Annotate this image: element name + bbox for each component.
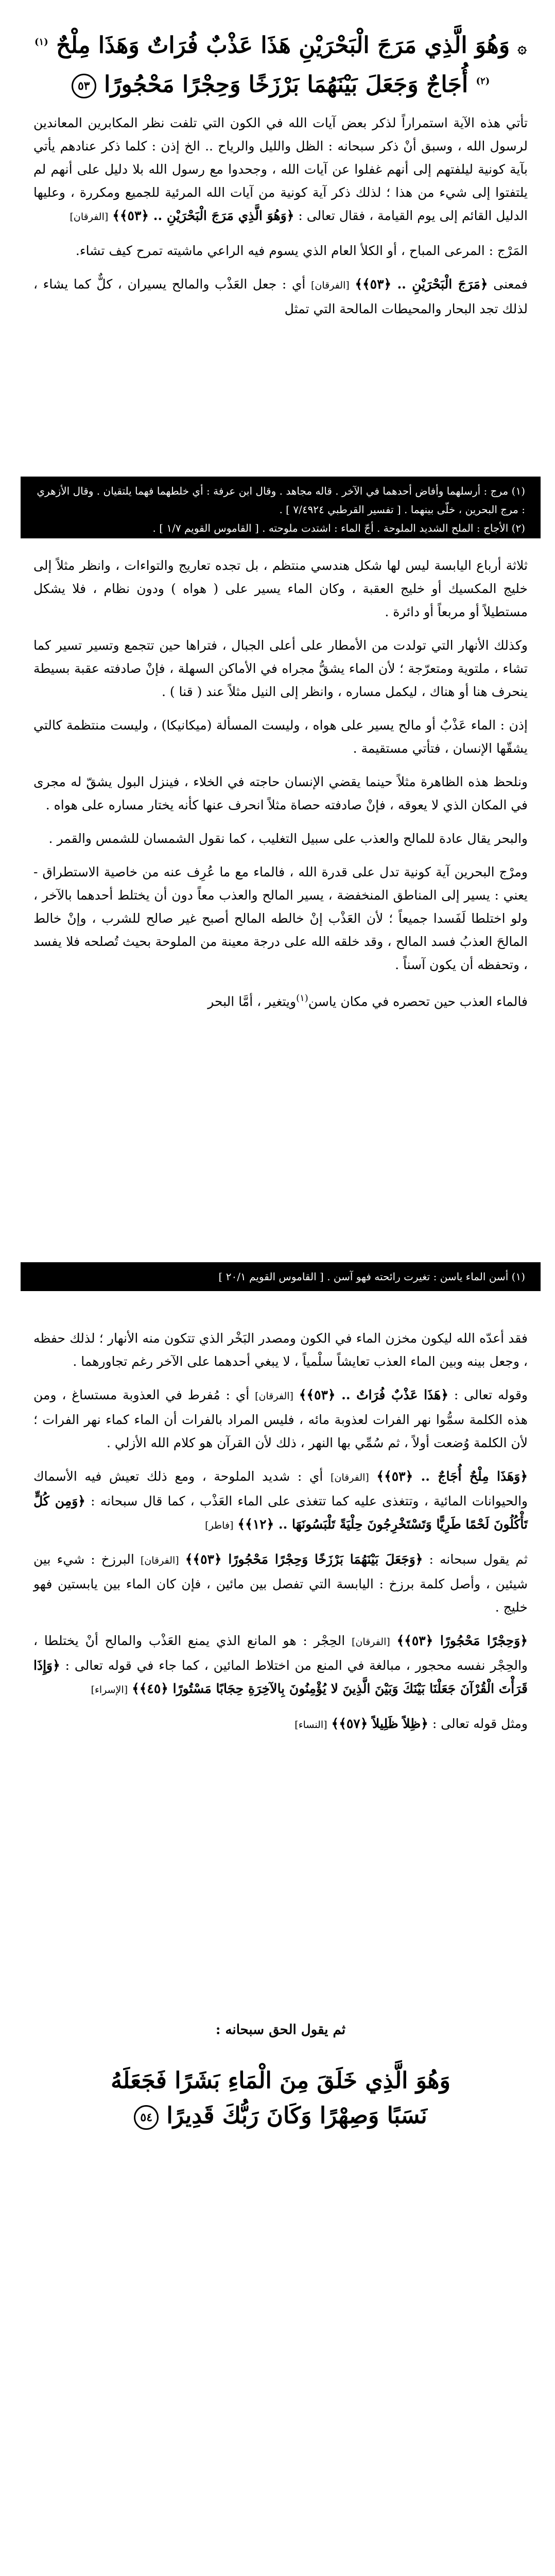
surah-ref: [الفرقان] bbox=[255, 1391, 293, 1402]
page-1 bbox=[21, 0, 541, 538]
quran-quote: ﴿وَهُوَ الَّذِي مَرَجَ الْبَحْرَيْنِ .. ﴿٥٣﴾﴾ bbox=[112, 208, 294, 224]
paragraph: فالماء العذب حين تحصره في مكان ياسن$^{(١)}$ويتغير ، أمَّا البحر bbox=[207, 993, 528, 1009]
paragraph: ومرْج البحرين آية كونية تدل على قدرة الله ، فالماء مع ما عُرِف عنه من خاصية الاستطراق - يعني : يسير إلى المناطق المنخفضة ، يسير المالح والعذب معاً دون أن يختلط أحدهما بالآخر ، ولو اختلطا لَفَسدا جميعاً ؛ لأن العَذْب إنْ خالطه المالح أصبح غير صالح للشرب ، وإنْ خالط المالحَ العذبُ فسد المالح ، وقد خلقه الله على درجة معينة من الملوحة بحيث تُصلحه فلا يفسد ، وتحفظه أن يكون آسناً . bbox=[33, 865, 528, 972]
surah-ref: [فاطر] bbox=[205, 1520, 234, 1531]
paragraph: تأتي هذه الآية استمراراً لذكر بعض آيات الله في الكون التي تلفت نظر المكابرين المعاندين لرسول الله ، وسبق أنْ ذكر سبحانه : الظل والليل والرياح .. الخ إذن : كلما ذكر عنادهم يأتي بآية كونية ليلفتهم إلى أنهم غفلوا عن آيات الله ، وجحدوا مع رسول الله بلا دليل على أنهم لم يلتفتوا إلى شيء من هذا ؛ لذلك ذكر آية كونية من آيات الله المرئية للجميع ومكررة ، وعليها الدليل القائم إلى يوم القيامة ، فقال تعالى : ﴿وَهُوَ الَّذِي مَرَجَ الْبَحْرَيْنِ .. ﴿٥٣﴾﴾ [الفرقان] bbox=[33, 115, 528, 224]
footnote: (١) أسن الماء ياسن : تغيرت رائحته فهو آسن . [ القاموس القويم ٢٠/١ ] bbox=[218, 1270, 525, 1283]
footnote: (٢) الأجاج : الملح الشديد الملوحة . أجّ الماء : اشتدت ملوحته . [ القاموس القويم ١/٧ ] . bbox=[152, 522, 525, 534]
paragraph: فقد أعدّه الله ليكون مخزن الماء في الكون ومصدر البَخْر الذي تتكون منه الأنهار ؛ لذلك حفظه ، وجعل بينه وبين الماء العذب تعايشاً سلْمياً ، لا يبغي أحدهما على الآخر رغم تجاورهما . bbox=[33, 1331, 528, 1369]
quran-quote: ﴿ظِلاً ظَلِيلاً ﴿٥٧﴾﴾ bbox=[331, 1716, 428, 1731]
ayah-text: أُجَاجٌ وَجَعَلَ بَيْنَهُمَا بَرْزَخًا وَحِجْرًا مَحْجُورًا bbox=[104, 71, 469, 98]
footnote: (١) مرج : أرسلهما وأفاض أحدهما في الآخر . قاله مجاهد . وقال ابن عرفة : أي خلطهما فهما يلتقيان . وقال الأزهري : مرج البحرين ، خلّى بينهما . [ تفسير القرطبي ٧/٤٩٢٤ ] . bbox=[37, 485, 525, 516]
quran-quote: ﴿وَحِجْرًا مَحْجُورًا ﴿٥٣﴾﴾ bbox=[396, 1633, 528, 1648]
paragraph: إذن : الماء عَذْبٌ أو مالح يسير على هواه ، وليست المسألة (ميكانيكا) ، وليست منتظمة كالتي يشقّها الإنسان ، فتأتي مستقيمة . bbox=[33, 718, 528, 756]
paragraph: فمعنى ﴿مَرَجَ الْبَحْرَيْنِ .. ﴿٥٣﴾﴾ [الفرقان] أي : جعل العَذْب والمالح يسيران ، كلٌّ كما يشاء ، لذلك تجد البحار والمحيطات المالحة التي تمثل bbox=[33, 277, 528, 317]
paragraph: ثلاثة أرباع اليابسة ليس لها شكل هندسي منتظم ، بل تجده تعاريج والتواءات ، وانظر مثلاً إلى خليج المكسيك أو خليج العقبة ، وكان الماء يسير على ( هواه ) ودون نظام ، فلا يشكل مستطيلاً أو مربعاً أو دائرة . bbox=[33, 558, 528, 619]
surah-ref: [النساء] bbox=[294, 1719, 327, 1731]
surah-ref: [الفرقان] bbox=[140, 1555, 179, 1566]
ayah-line-1 bbox=[26, 26, 535, 65]
surah-ref: [الفرقان] bbox=[70, 211, 109, 223]
paragraph: ﴿وَهَذَا مِلْحٌ أُجَاجٌ .. ﴿٥٣﴾﴾ [الفرقان] أي : شديد الملوحة ، ومع ذلك تعيش فيه الأسماك والحيوانات المائية ، وتتغذى عليه كما تتغذى على الماء العَذْب ، كما قال سبحانه : ﴿وَمِن كُلٍّ تَأْكُلُونَ لَحْمًا طَرِيًّا وَتَسْتَخْرِجُونَ حِلْيَةً تَلْبَسُونَهَا .. ﴿١٢﴾﴾ [فاطر] bbox=[33, 1469, 528, 1532]
surah-ref: [الفرقان] bbox=[331, 1472, 369, 1483]
surah-ref: [الإسراء] bbox=[91, 1684, 128, 1696]
quran-quote: ﴿وَمِن كُلٍّ تَأْكُلُونَ لَحْمًا طَرِيًّا وَتَسْتَخْرِجُونَ حِلْيَةً تَلْبَسُونَهَا .. ﴿١٢﴾﴾ bbox=[33, 1494, 528, 1532]
paragraph: ثم يقول سبحانه : ﴿وَجَعَلَ بَيْنَهُمَا بَرْزَخًا وَحِجْرًا مَحْجُورًا ﴿٥٣﴾﴾ [الفرقان] البرزخ : شيء بين شيئين ، وأصل كلمة برزخ : اليابسة التي تفصل بين مائين ، فإن كان الماء بين يابستين فهو خليج . bbox=[33, 1552, 528, 1615]
ayah-line-1: وَهُوَ الَّذِي خَلَقَ مِنَ الْمَاءِ بَشَرًا فَجَعَلَهُ bbox=[111, 2067, 450, 2094]
footnotes bbox=[21, 1262, 541, 1291]
surah-ref: [الفرقان] bbox=[351, 1636, 390, 1648]
ayah-block bbox=[21, 2063, 541, 2133]
paragraph: وكذلك الأنهار التي تولدت من الأمطار على أعلى الجبال ، فتراها حين تتجمع وتسير تسير كما تشاء ، ملتوية ومتعرّجة ؛ لأن الماء يشقُّ مجراه في الأماكن السهلة ، فإنْ صادفته عقبة بسيطة ينحرف هنا أو هناك ، ليكمل مساره ، وانظر إلى النيل مثلاً عند ( قنا ) . bbox=[33, 638, 528, 699]
ayah-number: ٥٤ bbox=[134, 2105, 159, 2130]
quran-quote: ﴿وَإِذَا قَرَأْتَ الْقُرْآنَ جَعَلْنَا بَيْنَكَ وَبَيْنَ الَّذِينَ لا يُؤْمِنُونَ بِالآخِرَةِ حِجَابًا مَسْتُورًا ﴿٤٥﴾﴾ bbox=[33, 1658, 528, 1696]
ayah-line-2 bbox=[21, 2098, 541, 2133]
page-2 bbox=[21, 538, 541, 1311]
quran-quote: ﴿وَهَذَا مِلْحٌ أُجَاجٌ .. ﴿٥٣﴾﴾ bbox=[376, 1469, 528, 1484]
footnote-marker: (١) bbox=[296, 993, 308, 1004]
paragraph: ﴿وَحِجْرًا مَحْجُورًا ﴿٥٣﴾﴾ [الفرقان] الحِجْر : هو المانع الذي يمنع العَذْب والمالح أنْ يختلطا ، والحِجْر نفسه محجور ، مبالغة في المنع من اختلاط المائين ، كما جاء في قوله تعالى : ﴿وَإِذَا قَرَأْتَ الْقُرْآنَ جَعَلْنَا بَيْنَكَ وَبَيْنَ الَّذِينَ لا يُؤْمِنُونَ بِالآخِرَةِ حِجَابًا مَسْتُورًا ﴿٤٥﴾﴾ [الإسراء] bbox=[33, 1633, 528, 1696]
ayah-text: وَهُوَ الَّذِي مَرَجَ الْبَحْرَيْنِ هَذَا عَذْبٌ فُرَاتٌ وَهَذَا مِلْحٌ bbox=[56, 32, 510, 59]
ayah-text: نَسَبًا وَصِهْرًا وَكَانَ رَبُّكَ قَدِيرًا bbox=[166, 2103, 427, 2129]
surah-ref: [الفرقان] bbox=[310, 280, 350, 292]
section-intro: ثم يقول الحق سبحانه : bbox=[215, 2022, 346, 2038]
page-3 bbox=[21, 1311, 541, 1991]
paragraph: ومثل قوله تعالى : ﴿ظِلاً ظَلِيلاً ﴿٥٧﴾﴾ [النساء] bbox=[294, 1716, 528, 1731]
footnote-marker: (٢) bbox=[476, 75, 490, 87]
quran-quote: ﴿وَجَعَلَ بَيْنَهُمَا بَرْزَخًا وَحِجْرًا مَحْجُورًا ﴿٥٣﴾﴾ bbox=[185, 1552, 423, 1567]
ayah-line-2 bbox=[26, 65, 535, 101]
page-4 bbox=[21, 1991, 541, 2576]
rub-hizb-icon: ۞ bbox=[517, 39, 527, 57]
paragraph: ونلحظ هذه الظاهرة مثلاً حينما يقضي الإنسان حاجته في الخلاء ، فينزل البول يشقّ له مجرى في المكان الذي لا يعوقه ، فإنْ صادفته حصاة مثلاً انحرف عنها كأنه يختار مساره على هواه . bbox=[33, 774, 528, 812]
footnote-marker: (١) bbox=[34, 37, 48, 47]
footnotes bbox=[21, 477, 541, 543]
paragraph: وقوله تعالى : ﴿هَذَا عَذْبٌ فُرَاتٌ .. ﴿٥٣﴾﴾ [الفرقان] أي : مُفرط في العذوبة مستساغ ، ومن هذه الكلمة سمُّوا نهر الفرات لعذوبة مائه ، فليس المراد بالفرات أن الماء كماء نهر الفرات ؛ لأن الكلمة وُضعت أولاً ، ثم سُمِّي بها النهر ، ذلك لأن القرآن هو كلام الله الأزلي . bbox=[33, 1387, 528, 1450]
ayah-header bbox=[26, 26, 535, 101]
quran-quote: ﴿هَذَا عَذْبٌ فُرَاتٌ .. ﴿٥٣﴾﴾ bbox=[299, 1387, 449, 1402]
paragraph: والبحر يقال عادة للمالح والعذب على سبيل التغليب ، كما نقول الشمسان للشمس والقمر . bbox=[48, 831, 528, 846]
quran-quote: ﴿مَرَجَ الْبَحْرَيْنِ .. ﴿٥٣﴾﴾ bbox=[355, 277, 488, 292]
paragraph: المَرْج : المرعى المباح ، أو الكلأ العام الذي يسوم فيه الراعي ماشيته تمرح كيف تشاء. bbox=[75, 243, 528, 259]
ayah-number: ٥٣ bbox=[72, 74, 96, 98]
